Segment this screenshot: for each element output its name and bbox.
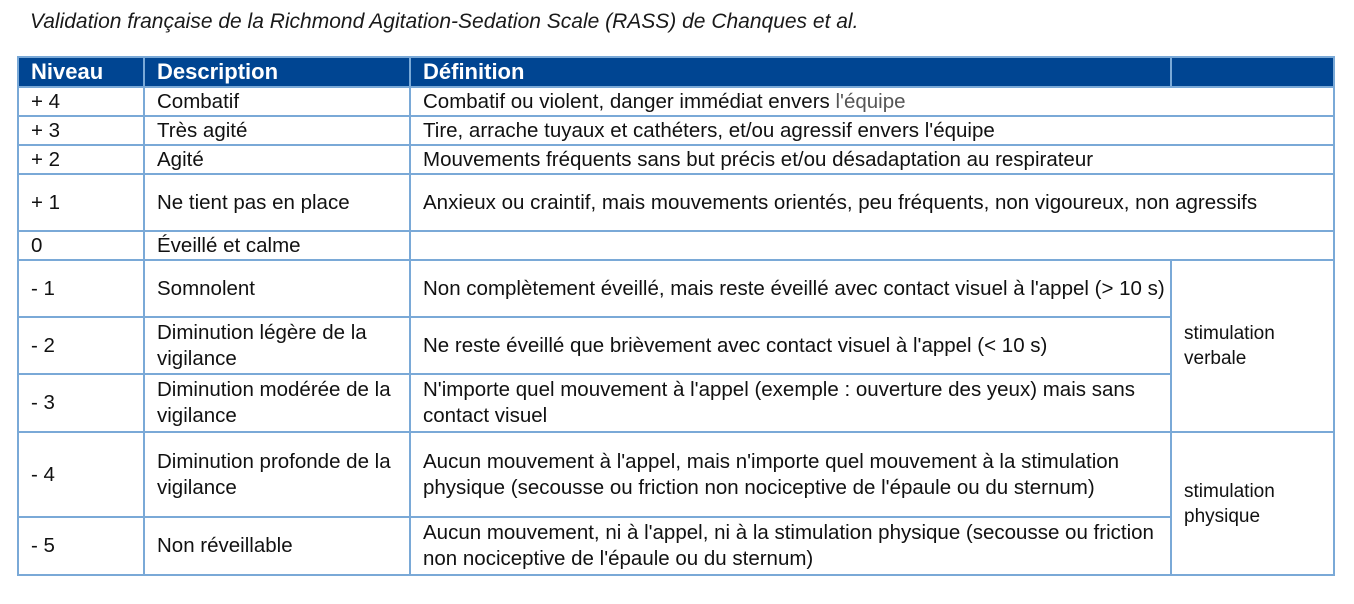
level-cell: + 2	[18, 145, 144, 174]
table-row	[18, 116, 1334, 145]
level-cell: - 1	[18, 260, 144, 317]
stimulation-verbal-cell: stimulation verbale	[1171, 260, 1334, 432]
header-definition: Définition	[410, 57, 1171, 87]
description-cell: Agité	[144, 145, 410, 174]
definition-cell: Tire, arrache tuyaux et cathéters, et/ou agressif envers l'équipe	[410, 116, 1334, 145]
table-header-row	[18, 57, 1334, 87]
definition-cell	[410, 87, 1334, 116]
table-row	[18, 231, 1334, 260]
header-level: Niveau	[18, 57, 144, 87]
definition-cell: Aucun mouvement, ni à l'appel, ni à la stimulation physique (secousse ou friction non nociceptive de l'épaule ou du sternum)	[410, 517, 1171, 575]
description-cell: Diminution modérée de la vigilance	[144, 374, 410, 432]
definition-cell: Anxieux ou craintif, mais mouvements orientés, peu fréquents, non vigoureux, non agressifs	[410, 174, 1334, 231]
level-cell: + 4	[18, 87, 144, 116]
definition-text: Combatif ou violent, danger immédiat envers	[423, 89, 836, 113]
table-row	[18, 87, 1334, 116]
definition-cell: Aucun mouvement à l'appel, mais n'importe quel mouvement à la stimulation physique (secousse ou friction non nociceptive de l'épaule ou du sternum)	[410, 432, 1171, 517]
header-stimulation	[1171, 57, 1334, 87]
definition-cell: Ne reste éveillé que brièvement avec contact visuel à l'appel (< 10 s)	[410, 317, 1171, 374]
definition-cell: Non complètement éveillé, mais reste éveillé avec contact visuel à l'appel (> 10 s)	[410, 260, 1171, 317]
level-cell: 0	[18, 231, 144, 260]
header-description: Description	[144, 57, 410, 87]
stimulation-physical-cell: stimulation physique	[1171, 432, 1334, 575]
description-cell: Combatif	[144, 87, 410, 116]
level-cell: + 1	[18, 174, 144, 231]
table-row	[18, 145, 1334, 174]
level-cell: - 5	[18, 517, 144, 575]
table-row	[18, 174, 1334, 231]
description-cell: Ne tient pas en place	[144, 174, 410, 231]
definition-cell: N'importe quel mouvement à l'appel (exemple : ouverture des yeux) mais sans contact visuel	[410, 374, 1171, 432]
definition-cell	[410, 231, 1334, 260]
description-cell: Diminution profonde de la vigilance	[144, 432, 410, 517]
description-cell: Somnolent	[144, 260, 410, 317]
description-cell: Non réveillable	[144, 517, 410, 575]
table-row	[18, 317, 1334, 374]
level-cell: - 4	[18, 432, 144, 517]
level-cell: - 3	[18, 374, 144, 432]
table-row	[18, 432, 1334, 517]
table-row	[18, 517, 1334, 575]
description-cell: Éveillé et calme	[144, 231, 410, 260]
definition-cell: Mouvements fréquents sans but précis et/ou désadaptation au respirateur	[410, 145, 1334, 174]
description-cell: Très agité	[144, 116, 410, 145]
level-cell: - 2	[18, 317, 144, 374]
document-title: Validation française de la Richmond Agitation-Sedation Scale (RASS) de Chanques et al.	[30, 10, 859, 33]
rass-table	[17, 56, 1335, 576]
definition-tail: l'équipe	[835, 89, 906, 113]
level-cell: + 3	[18, 116, 144, 145]
description-cell: Diminution légère de la vigilance	[144, 317, 410, 374]
table-row	[18, 260, 1334, 317]
table-row	[18, 374, 1334, 432]
